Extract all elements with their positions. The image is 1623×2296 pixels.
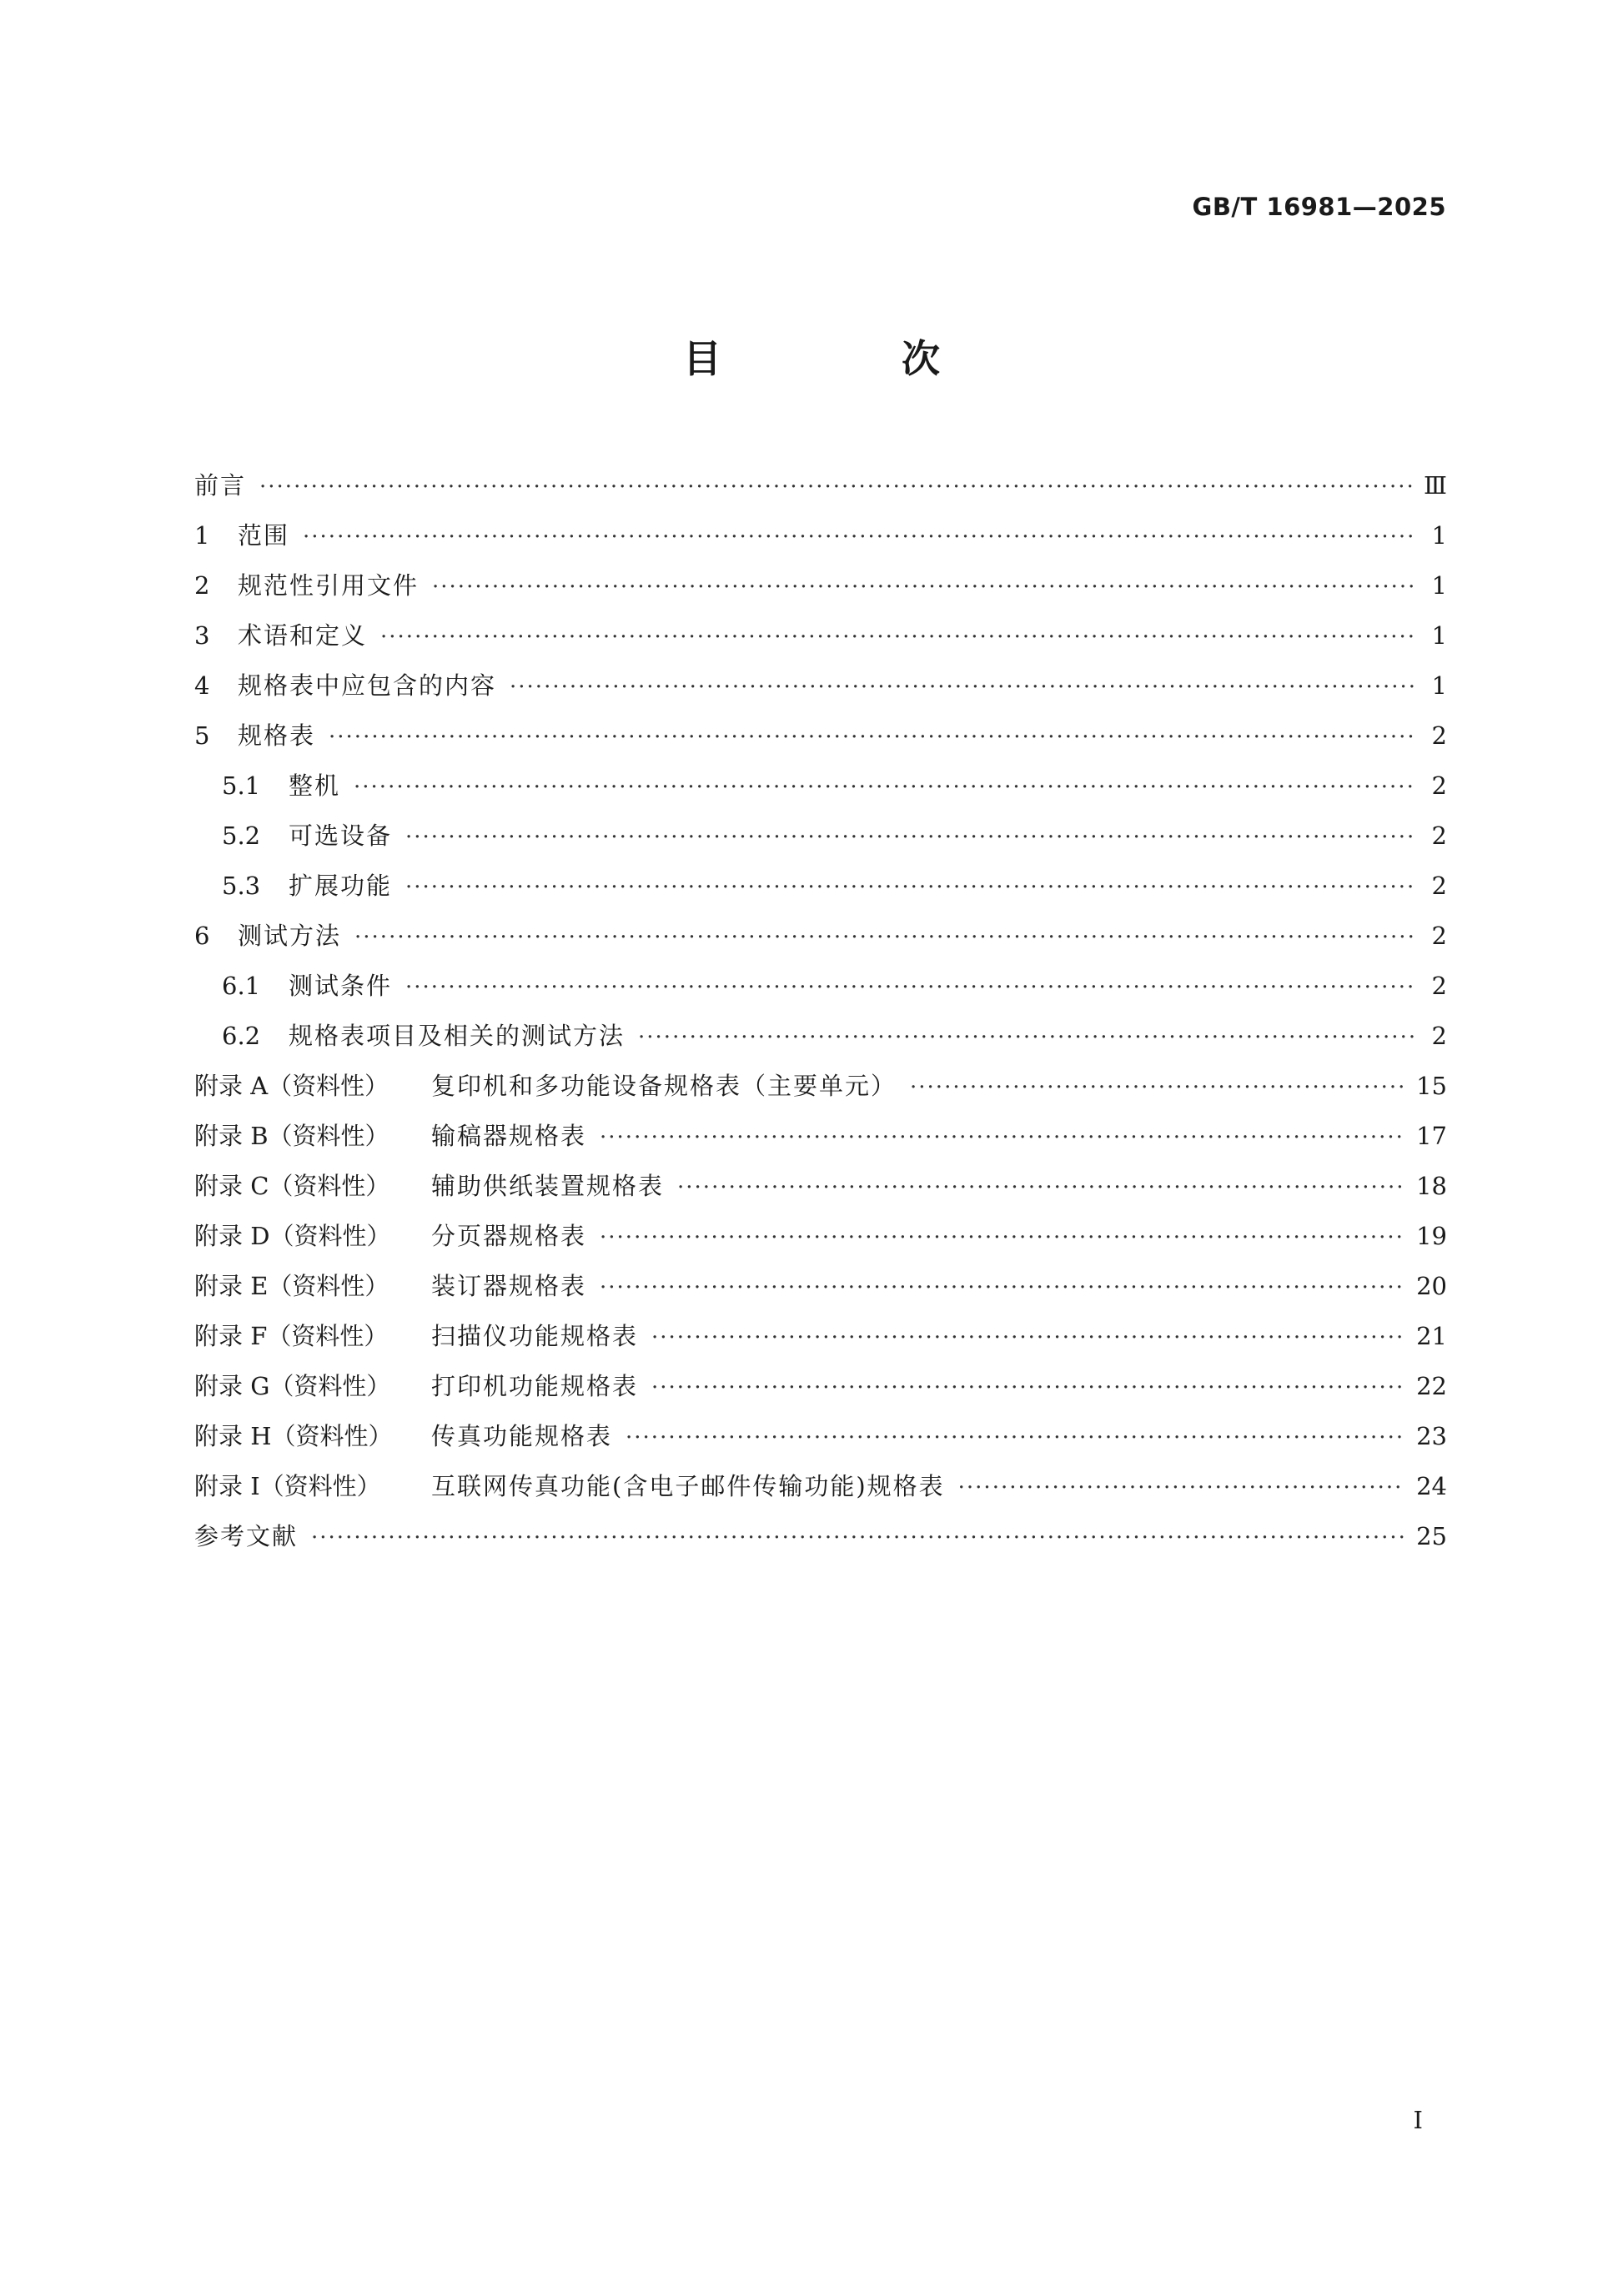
toc-entry-number: 3 [194, 621, 210, 650]
toc-entry-number: 6.2 [222, 1022, 261, 1050]
toc-entry-number: 1 [194, 521, 210, 550]
toc-dot-leader [405, 862, 1417, 912]
toc-entry-title: 规格表项目及相关的测试方法 [289, 1022, 626, 1050]
toc-entry-page: 19 [1416, 1222, 1447, 1250]
toc-entry[interactable] [194, 911, 1447, 961]
toc-dot-leader [638, 1012, 1417, 1063]
toc-entry-title: 打印机功能规格表 [431, 1372, 639, 1400]
toc-dot-leader [380, 612, 1417, 662]
toc-entry[interactable] [194, 510, 1447, 560]
toc-entry-title: 分页器规格表 [431, 1222, 587, 1250]
toc-entry-number: 5.1 [222, 771, 261, 800]
toc-dot-leader [329, 712, 1417, 762]
toc-entry-title: 可选设备 [289, 821, 393, 850]
toc-dot-leader [303, 512, 1417, 562]
toc-entry-title: 整机 [289, 771, 341, 800]
toc-entry-title: 输稿器规格表 [431, 1122, 587, 1150]
toc-entry-page: Ⅲ [1424, 471, 1447, 500]
toc-entry-number: 5.2 [222, 821, 261, 850]
toc-entry-title: 规范性引用文件 [238, 571, 420, 600]
toc-entry[interactable] [194, 1311, 1447, 1361]
toc-entry-number: 6.1 [222, 972, 261, 1000]
standard-code: GB/T 16981—2025 [1192, 193, 1446, 221]
toc-entry-number: 附录 G（资料性） [194, 1372, 391, 1400]
toc-dot-leader [432, 562, 1417, 612]
toc-dot-leader [354, 762, 1417, 812]
toc-entry-title: 互联网传真功能(含电子邮件传输功能)规格表 [431, 1472, 945, 1500]
toc-dot-leader [910, 1063, 1404, 1113]
toc-dot-leader [651, 1313, 1404, 1363]
toc-entry-title: 参考文献 [194, 1522, 299, 1550]
toc-entry-title: 范围 [238, 521, 290, 550]
toc-entry-page: 23 [1416, 1422, 1447, 1450]
toc-entry-number: 6 [194, 922, 210, 950]
toc-entry-title: 扫描仪功能规格表 [431, 1322, 639, 1350]
toc-entry-number: 附录 C（资料性） [194, 1172, 390, 1200]
toc-dot-leader [600, 1213, 1404, 1263]
toc-entry-title: 术语和定义 [238, 621, 368, 650]
toc-entry[interactable] [194, 460, 1447, 510]
toc-entry-page: 1 [1431, 621, 1447, 650]
toc-entry[interactable] [194, 1211, 1447, 1261]
toc-entry-number: 5.3 [222, 872, 261, 900]
toc-dot-leader [651, 1363, 1404, 1413]
toc-entry-page: 1 [1431, 521, 1447, 550]
toc-entry[interactable] [194, 761, 1447, 811]
toc-title: 目 次 [682, 336, 1023, 381]
toc-entry-page: 24 [1416, 1472, 1447, 1500]
toc-dot-leader [600, 1113, 1404, 1163]
toc-entry-title: 扩展功能 [289, 872, 393, 900]
toc-entry[interactable] [194, 811, 1447, 861]
toc-entry-number: 附录 I（资料性） [194, 1472, 381, 1500]
toc-entry-number: 附录 B（资料性） [194, 1122, 389, 1150]
toc-entry-number: 附录 A（资料性） [194, 1072, 389, 1100]
toc-entry-page: 2 [1431, 721, 1447, 750]
toc-entry[interactable] [194, 1361, 1447, 1411]
toc-entry-title: 装订器规格表 [431, 1272, 587, 1300]
toc-entry-page: 21 [1416, 1322, 1447, 1350]
toc-entry-page: 2 [1431, 872, 1447, 900]
toc-entry-page: 2 [1431, 771, 1447, 800]
toc-entry-title: 规格表中应包含的内容 [238, 671, 497, 700]
toc-entry-page: 15 [1416, 1072, 1447, 1100]
toc-entry-page: 2 [1431, 972, 1447, 1000]
toc-entry-number: 2 [194, 571, 210, 600]
toc-entry[interactable] [194, 1461, 1447, 1511]
table-of-contents [194, 460, 1447, 1561]
toc-dot-leader [626, 1413, 1404, 1463]
toc-dot-leader [510, 662, 1417, 712]
toc-entry-page: 18 [1416, 1172, 1447, 1200]
toc-entry-page: 2 [1431, 922, 1447, 950]
toc-entry[interactable] [194, 1261, 1447, 1311]
toc-entry-page: 22 [1416, 1372, 1447, 1400]
toc-dot-leader [958, 1463, 1404, 1513]
toc-entry-title: 规格表 [238, 721, 316, 750]
toc-entry-title: 测试方法 [238, 922, 342, 950]
toc-entry-page: 1 [1431, 571, 1447, 600]
toc-entry-title: 复印机和多功能设备规格表（主要单元） [431, 1072, 897, 1100]
page-number: I [1413, 2106, 1423, 2134]
toc-entry-title: 辅助供纸装置规格表 [431, 1172, 665, 1200]
toc-entry-page: 20 [1416, 1272, 1447, 1300]
toc-dot-leader [405, 962, 1417, 1012]
toc-entry-number: 附录 E（资料性） [194, 1272, 389, 1300]
toc-entry-page: 17 [1416, 1122, 1447, 1150]
toc-entry[interactable] [194, 1061, 1447, 1111]
toc-entry-title: 传真功能规格表 [431, 1422, 613, 1450]
toc-dot-leader [259, 462, 1412, 512]
toc-entry[interactable] [194, 661, 1447, 711]
toc-entry[interactable] [194, 711, 1447, 761]
toc-entry[interactable] [194, 861, 1447, 911]
toc-entry-page: 25 [1416, 1522, 1447, 1550]
toc-entry-number: 4 [194, 671, 210, 700]
toc-entry-title: 测试条件 [289, 972, 393, 1000]
toc-entry-page: 1 [1431, 671, 1447, 700]
toc-dot-leader [405, 812, 1417, 862]
toc-dot-leader [677, 1163, 1404, 1213]
toc-dot-leader [311, 1513, 1404, 1563]
toc-entry[interactable] [194, 560, 1447, 610]
toc-entry-number: 附录 H（资料性） [194, 1422, 393, 1450]
toc-entry-number: 附录 F（资料性） [194, 1322, 389, 1350]
toc-entry-page: 2 [1431, 1022, 1447, 1050]
toc-entry-number: 附录 D（资料性） [194, 1222, 391, 1250]
toc-dot-leader [354, 912, 1417, 962]
toc-dot-leader [600, 1263, 1404, 1313]
toc-entry[interactable] [194, 1161, 1447, 1211]
toc-entry[interactable] [194, 1011, 1447, 1061]
toc-entry[interactable] [194, 1411, 1447, 1461]
toc-entry[interactable] [194, 961, 1447, 1011]
toc-entry[interactable] [194, 1511, 1447, 1561]
toc-entry-title: 前言 [194, 471, 247, 500]
toc-entry-page: 2 [1431, 821, 1447, 850]
toc-entry-number: 5 [194, 721, 210, 750]
toc-entry[interactable] [194, 1111, 1447, 1161]
toc-entry[interactable] [194, 610, 1447, 661]
